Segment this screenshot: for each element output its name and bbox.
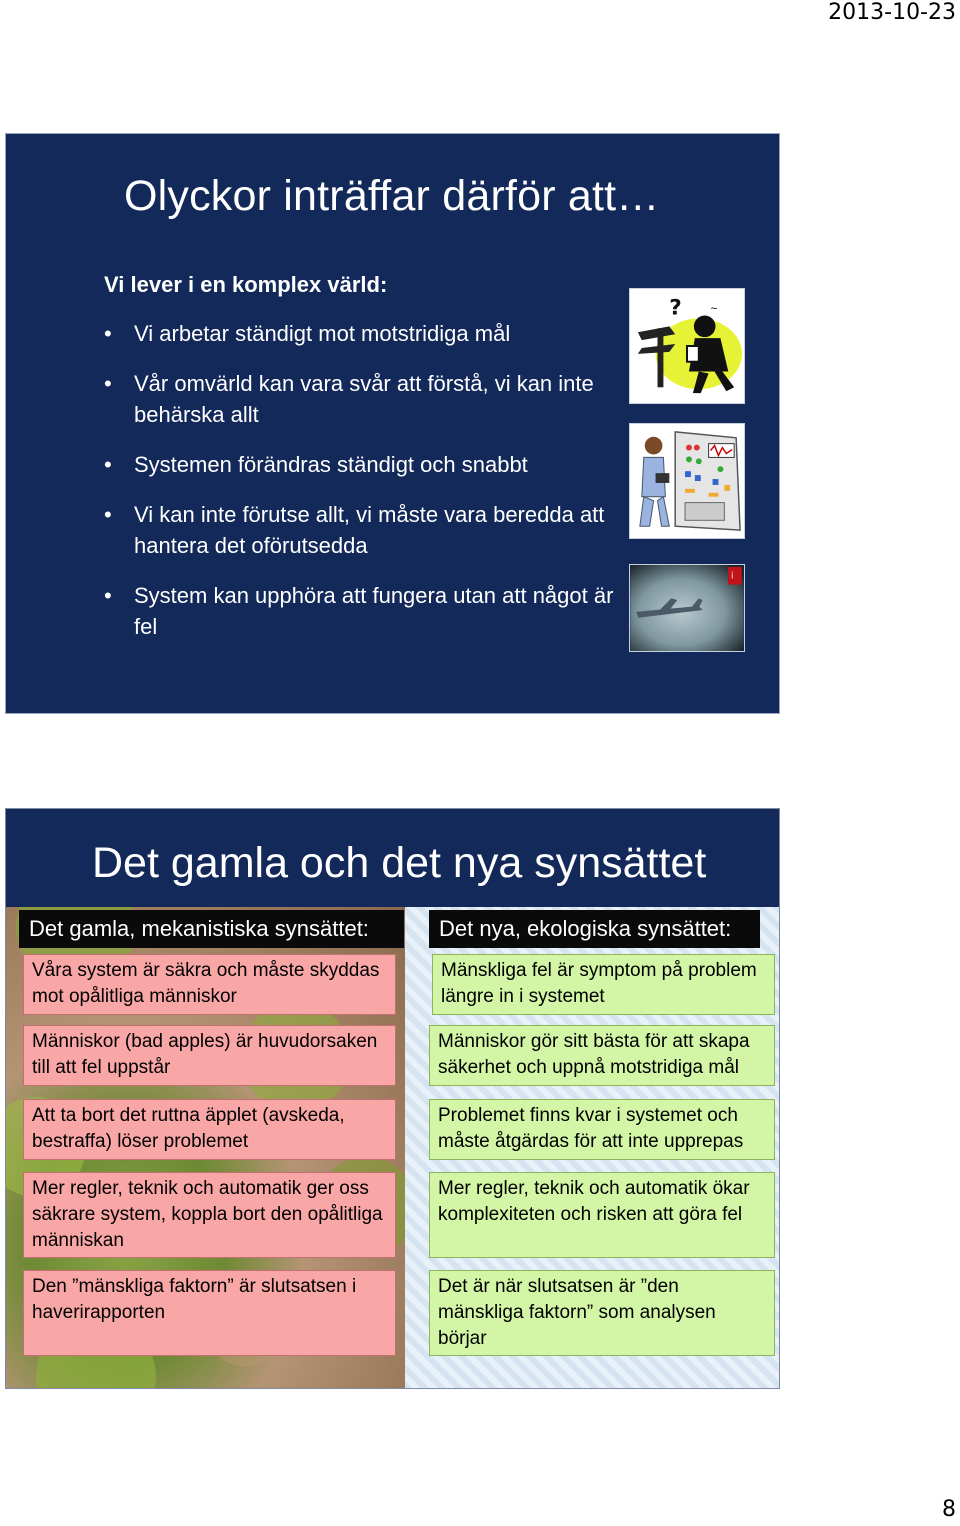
bullet-dot: •: [104, 502, 112, 527]
svg-text:~: ~: [710, 302, 718, 316]
slide-title: Det gamla och det nya synsättet: [92, 839, 707, 887]
bullet-item: [104, 580, 614, 642]
new-perspective-item: Människor gör sitt bästa för att skapa säkerhet och uppnå motstridiga mål: [429, 1025, 775, 1086]
old-perspective-item: Att ta bort det ruttna äpplet (avskeda, bestraffa) löser problemet: [23, 1099, 396, 1160]
new-perspective-item: Det är när slutsatsen är ”den mänskliga faktorn” som analysen börjar: [429, 1270, 775, 1356]
control-panel-illustration: [629, 423, 745, 539]
bullet-text: Systemen förändras ständigt och snabbt: [134, 452, 528, 477]
slide-intro: Vi lever i en komplex värld:: [104, 272, 388, 297]
aircraft-photo: [629, 564, 745, 652]
slide-title: Olyckor inträffar därför att…: [124, 172, 660, 220]
date-header: 2013-10-23: [828, 0, 956, 25]
slide-accidents: [5, 133, 780, 714]
slide-perspectives: [5, 808, 780, 1389]
new-perspective-item: Mer regler, teknik och automatik ökar komplexiteten och risken att göra fel: [429, 1172, 775, 1258]
old-perspective-item: Våra system är säkra och måste skyddas mot opålitliga människor: [23, 954, 396, 1015]
new-perspective-header: Det nya, ekologiska synsättet:: [429, 910, 760, 948]
bullet-dot: •: [104, 371, 112, 396]
bullet-text: System kan upphöra att fungera utan att något är fel: [134, 583, 614, 639]
bullet-dot: •: [104, 452, 112, 477]
bullet-dot: •: [104, 583, 112, 608]
svg-text:?: ?: [669, 295, 682, 321]
bullet-text: Vi arbetar ständigt mot motstridiga mål: [134, 321, 511, 346]
bullet-text: Vi kan inte förutse allt, vi måste vara beredda att hantera det oförutsedda: [134, 502, 605, 558]
bullet-text: Vår omvärld kan vara svår att förstå, vi kan inte behärska allt: [134, 371, 594, 427]
bullet-item: [104, 499, 614, 561]
old-perspective-item: Människor (bad apples) är huvudorsaken till att fel uppstår: [23, 1025, 396, 1086]
old-perspective-item: Mer regler, teknik och automatik ger oss säkrare system, koppla bort den opålitliga människan: [23, 1172, 396, 1258]
bullet-dot: •: [104, 321, 112, 346]
bullet-item: [104, 368, 614, 430]
page-number: 8: [942, 1497, 956, 1522]
new-perspective-item: Mänskliga fel är symptom på problem längre in i systemet: [432, 954, 775, 1015]
old-perspective-header: Det gamla, mekanistiska synsättet:: [19, 910, 404, 948]
new-perspective-item: Problemet finns kvar i systemet och måste åtgärdas för att inte upprepas: [429, 1099, 775, 1160]
bullet-item: [104, 449, 614, 480]
bullet-item: [104, 318, 614, 349]
svg-text:i: i: [730, 571, 734, 582]
confused-person-illustration: [629, 288, 745, 404]
old-perspective-item: Den ”mänskliga faktorn” är slutsatsen i haverirapporten: [23, 1270, 396, 1356]
bullet-list: [104, 318, 614, 661]
